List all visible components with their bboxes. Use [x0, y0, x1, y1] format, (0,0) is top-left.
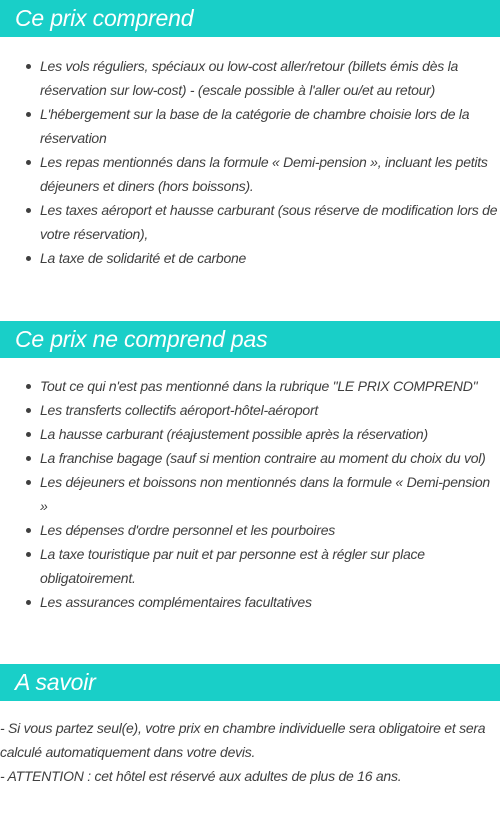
list-item: Les assurances complémentaires facultatives [0, 590, 500, 614]
list-item: Les transferts collectifs aéroport-hôtel-aéroport [0, 398, 500, 422]
section-not-included [0, 321, 500, 614]
section-title-not-included: Ce prix ne comprend pas [0, 321, 500, 358]
list-item: La franchise bagage (sauf si mention contraire au moment du choix du vol) [0, 446, 500, 470]
list-item: Tout ce qui n'est pas mentionné dans la rubrique "LE PRIX COMPREND" [0, 374, 500, 398]
list-item: Les vols réguliers, spéciaux ou low-cost aller/retour (billets émis dès la réservation sur low-cost) - (escale possible à l'aller ou/et au retour) [0, 54, 500, 102]
list-item: La taxe touristique par nuit et par personne est à régler sur place obligatoirement. [0, 542, 500, 590]
list-item: L'hébergement sur la base de la catégorie de chambre choisie lors de la réservation [0, 102, 500, 150]
note-adults-only: - ATTENTION : cet hôtel est réservé aux adultes de plus de 16 ans. [0, 768, 402, 784]
list-item: Les dépenses d'ordre personnel et les pourboires [0, 518, 500, 542]
list-item: Les taxes aéroport et hausse carburant (sous réserve de modification lors de votre réservation), [0, 198, 500, 246]
notes-block [0, 716, 500, 788]
list-item: Les repas mentionnés dans la formule « Demi-pension », incluant les petits déjeuners et diners (hors boissons). [0, 150, 500, 198]
section-to-know [0, 664, 500, 788]
section-title-to-know: A savoir [0, 664, 500, 701]
section-included [0, 0, 500, 270]
list-item: Les déjeuners et boissons non mentionnés dans la formule « Demi-pension » [0, 470, 500, 518]
note-solo-traveler: - Si vous partez seul(e), votre prix en chambre individuelle sera obligatoire et sera calculé automatiquement dans votre devis. [0, 720, 486, 760]
included-list [0, 54, 500, 270]
list-item: La taxe de solidarité et de carbone [0, 246, 500, 270]
not-included-list [0, 374, 500, 614]
list-item: La hausse carburant (réajustement possible après la réservation) [0, 422, 500, 446]
section-title-included: Ce prix comprend [0, 0, 500, 37]
